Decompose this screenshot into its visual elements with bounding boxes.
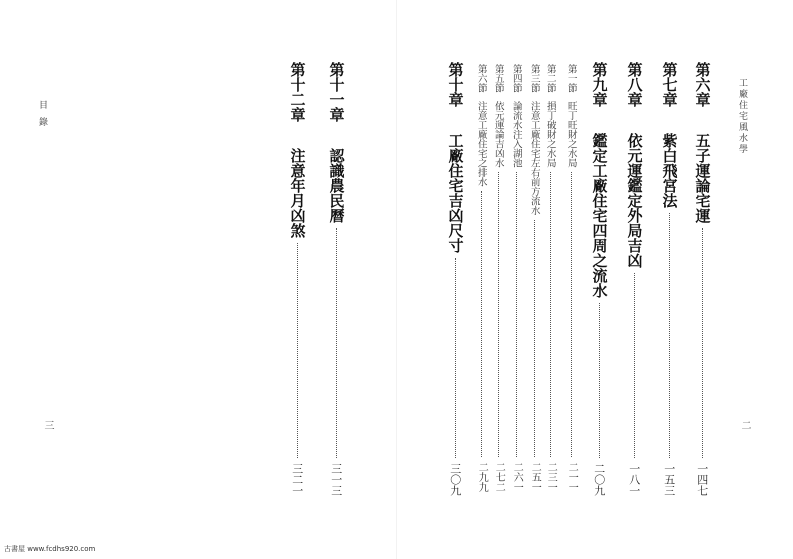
spine-divider <box>396 0 397 559</box>
chapter-number: 第十章 <box>446 62 465 107</box>
page-reference: 一四七 <box>695 463 709 496</box>
toc-section-entry <box>543 64 557 492</box>
page-reference: 二一一 <box>566 462 578 492</box>
chapter-number: 第六章 <box>693 62 712 107</box>
section-title: 論流水注入湖池 <box>510 100 522 167</box>
toc-section-entry <box>509 64 523 492</box>
chapter-number: 第十一章 <box>327 62 346 122</box>
section-number: 第六節 <box>475 64 487 93</box>
section-number: 第二節 <box>544 64 556 93</box>
chapter-title: 鑑定工廠住宅四周之流水 <box>590 133 609 298</box>
page-reference: 一五三 <box>662 463 676 496</box>
section-number: 第五節 <box>492 64 504 93</box>
toc-chapter-entry <box>589 62 609 496</box>
chapter-title: 工廠住宅吉凶尺寸 <box>446 133 465 253</box>
toc-section-entry <box>527 64 541 492</box>
dot-leader <box>599 303 600 458</box>
toc-chapter-entry <box>445 62 465 496</box>
page-reference: 三二一 <box>290 463 304 496</box>
toc-chapter-entry <box>659 62 679 496</box>
dot-leader <box>550 172 551 457</box>
dot-leader <box>571 172 572 457</box>
toc-chapter-entry <box>287 62 307 496</box>
running-header-left: 目錄 <box>37 100 47 134</box>
chapter-number: 第十二章 <box>288 62 307 122</box>
dot-leader <box>455 258 456 458</box>
page-reference: 一八一 <box>627 463 641 496</box>
dot-leader <box>481 191 482 457</box>
dot-leader <box>498 172 499 457</box>
toc-chapter-entry <box>326 62 346 496</box>
toc-section-entry <box>474 64 488 492</box>
page-reference: 二六一 <box>511 462 523 492</box>
section-title: 注意工廠住宅之排水 <box>475 100 487 186</box>
dot-leader <box>534 220 535 458</box>
watermark-text: 古書屋 www.fcdhs920.com <box>4 545 96 553</box>
section-title: 旺丁旺財之水局 <box>565 100 577 167</box>
page-reference: 二三一 <box>545 462 557 492</box>
section-number: 第四節 <box>510 64 522 93</box>
dot-leader <box>702 228 703 458</box>
page-reference: 三〇九 <box>448 463 462 496</box>
chapter-title: 認識農民曆 <box>327 148 346 223</box>
dot-leader <box>634 273 635 458</box>
chapter-number: 第九章 <box>590 62 609 107</box>
dot-leader <box>669 213 670 458</box>
page-reference: 二九九 <box>476 462 488 492</box>
chapter-number: 第七章 <box>660 62 679 107</box>
section-title: 依元運論吉凶水 <box>492 100 504 167</box>
toc-section-entry <box>491 64 505 492</box>
chapter-title: 注意年月凶煞 <box>288 148 307 238</box>
dot-leader <box>516 172 517 457</box>
section-number: 第一節 <box>565 64 577 93</box>
chapter-title: 五子運論宅運 <box>693 133 712 223</box>
chapter-number: 第八章 <box>625 62 644 107</box>
toc-section-entry <box>564 64 578 492</box>
running-header-right: 工廠住宅風水學 <box>737 78 747 155</box>
section-number: 第三節 <box>528 64 540 93</box>
page-reference: 二七二 <box>493 462 505 492</box>
toc-chapter-entry <box>624 62 644 496</box>
dot-leader <box>297 243 298 458</box>
page-number-left: 三 <box>42 420 53 430</box>
page-reference: 二五一 <box>529 462 541 492</box>
page-number-right: 二 <box>739 420 750 430</box>
toc-chapter-entry <box>692 62 712 496</box>
chapter-title: 紫白飛宮法 <box>660 133 679 208</box>
page-reference: 二〇九 <box>592 463 606 496</box>
section-title: 損丁破財之水局 <box>544 100 556 167</box>
dot-leader <box>336 228 337 458</box>
chapter-title: 依元運鑑定外局吉凶 <box>625 133 644 268</box>
page-reference: 三一三 <box>329 463 343 496</box>
section-title: 注意工廠住宅左右前方流水 <box>528 100 540 215</box>
